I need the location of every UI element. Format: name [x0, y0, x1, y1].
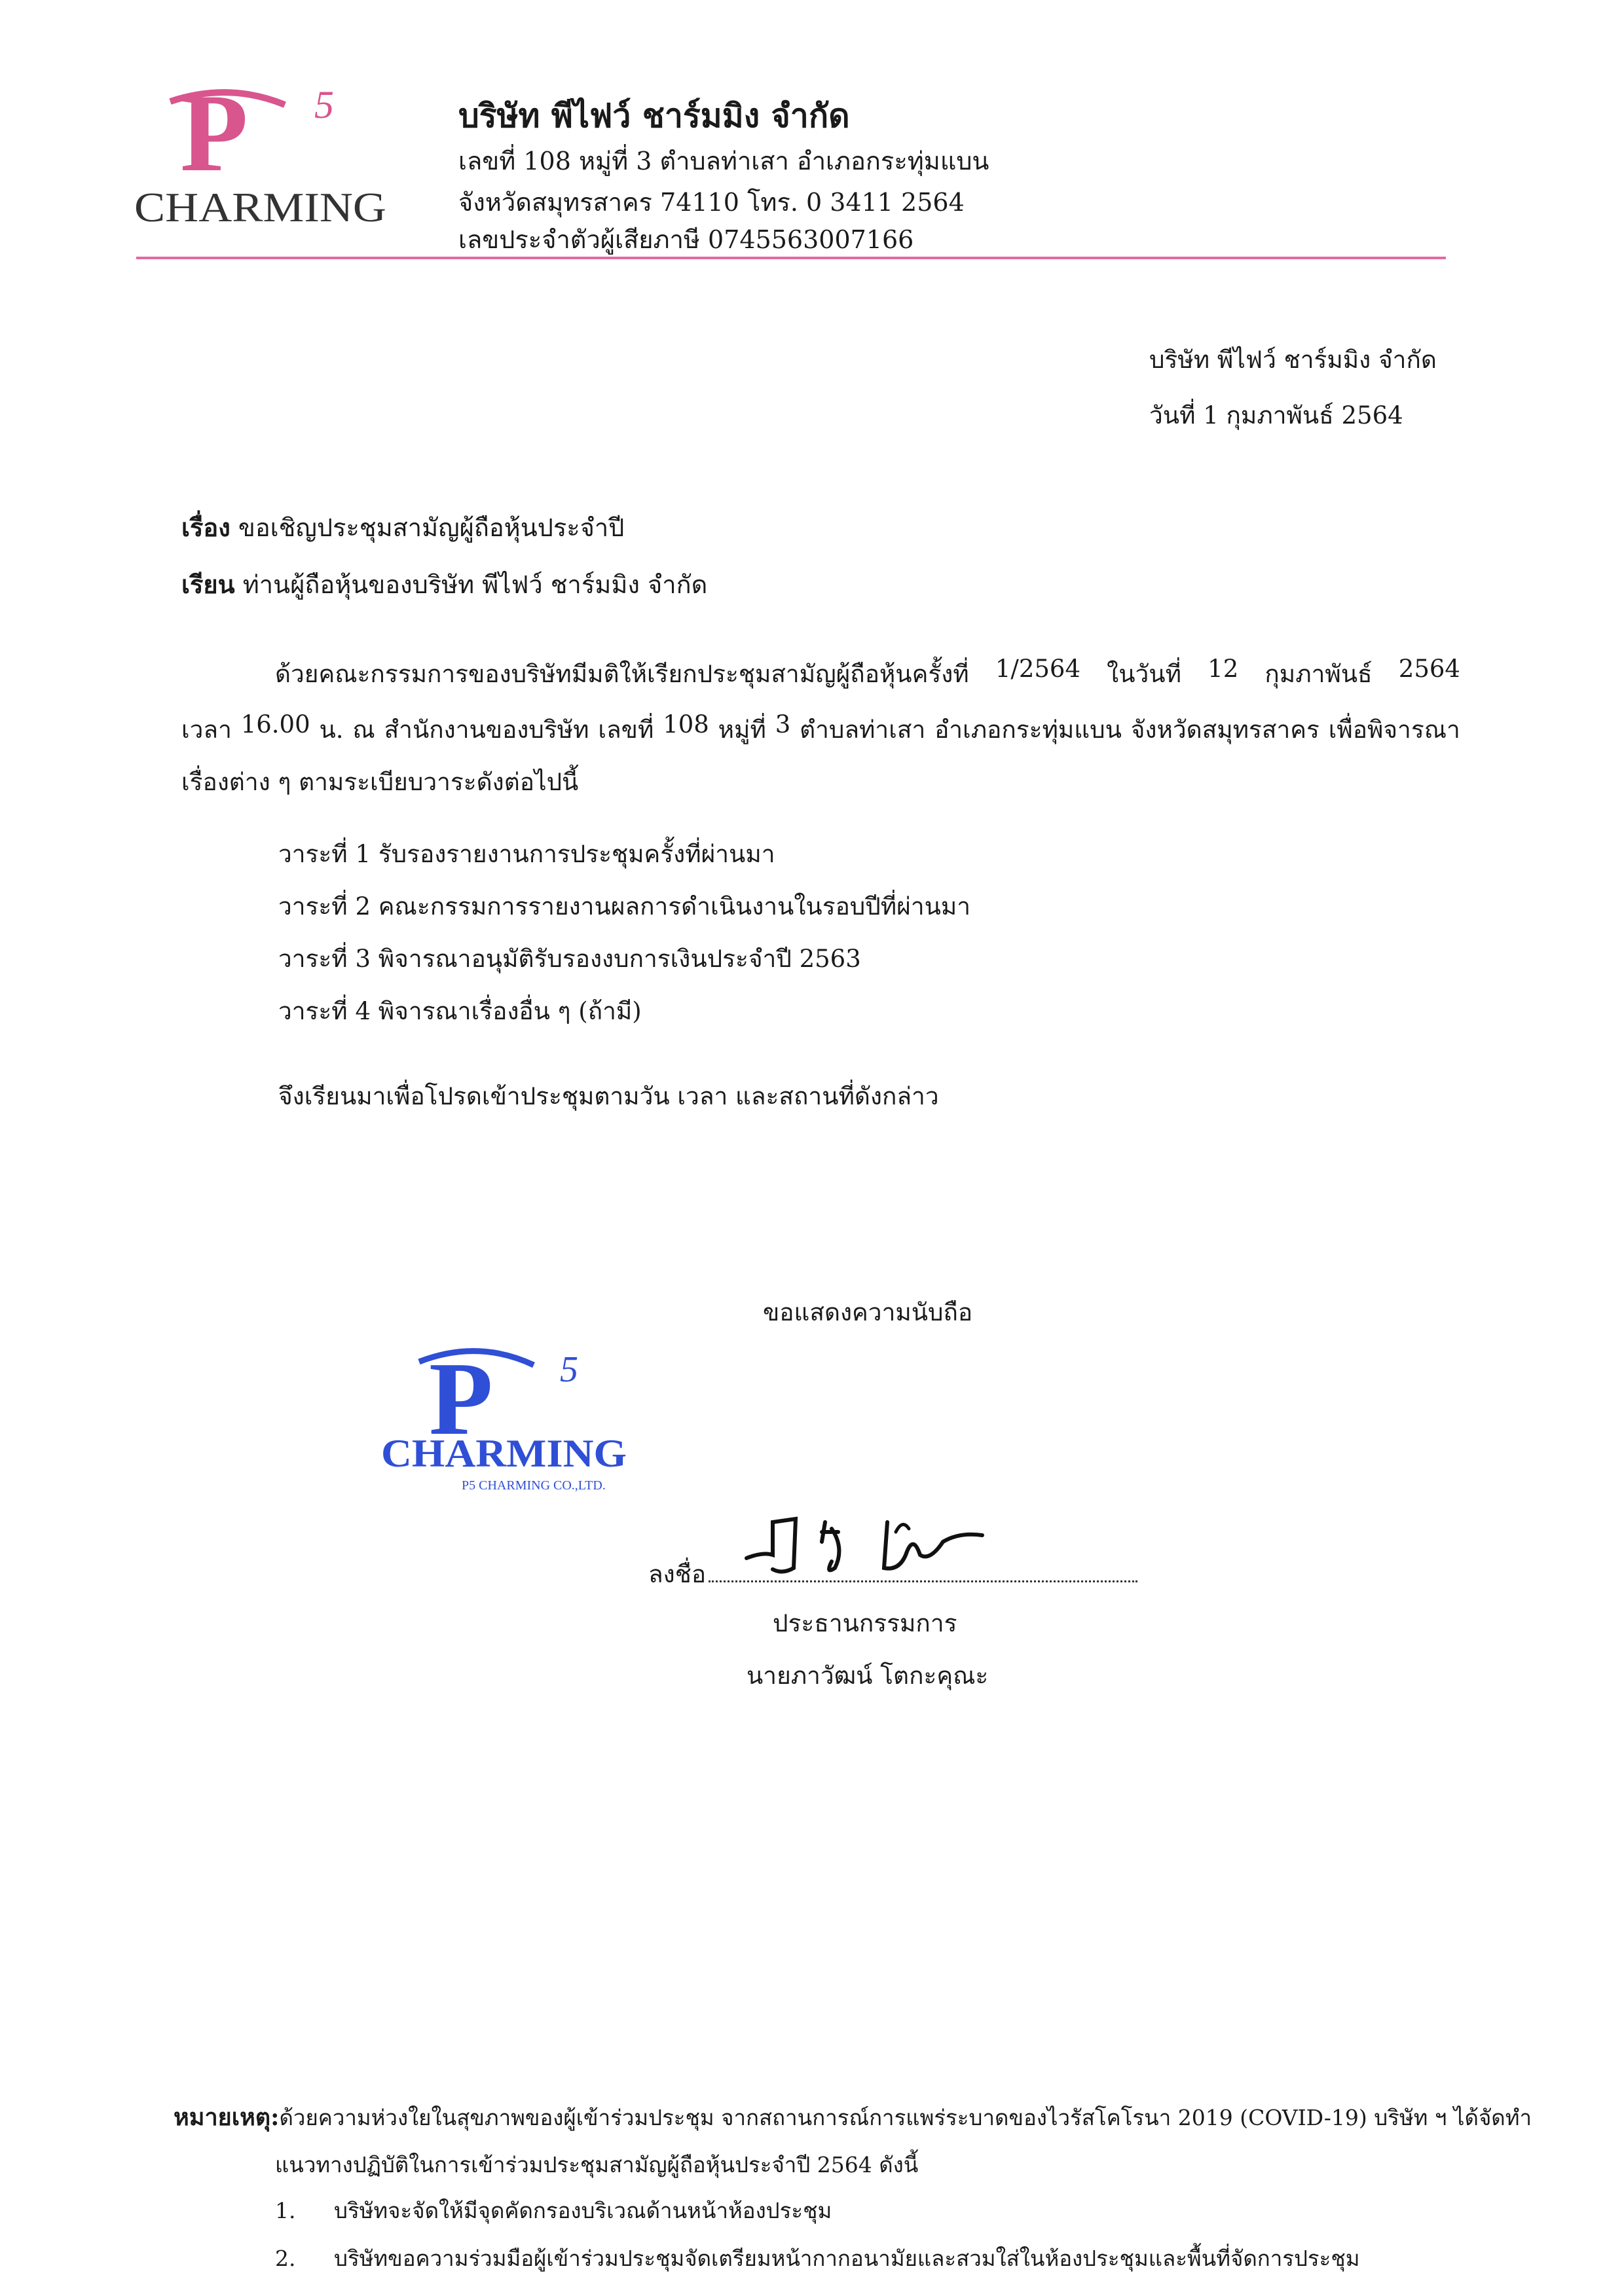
note-list-item: [275, 2241, 1360, 2276]
closing-sentence: จึงเรียนมาเพื่อโปรดเข้าประชุมตามวัน เวลา และสถานที่ดังกล่าว: [278, 1082, 939, 1110]
body-word: น.: [319, 716, 344, 744]
stamp-superscript: 5: [560, 1349, 578, 1390]
body-line-1: [275, 655, 1460, 693]
tax-id-line: เลขประจำตัวผู้เสียภาษี 0745563007166: [458, 225, 914, 254]
subject-line: [181, 507, 624, 547]
body-word: กุมภาพันธ์: [1264, 660, 1373, 688]
body-word: ในวันที่: [1107, 660, 1181, 688]
note-list-item: [275, 2193, 832, 2228]
body-word: อำเภอกระทุ่มแบน: [934, 716, 1122, 744]
body-word: จังหวัดสมุทรสาคร: [1130, 716, 1320, 744]
company-stamp: [373, 1336, 635, 1499]
body-line-3: เรื่องต่าง ๆ ตามระเบียบวาระดังต่อไปนี้: [181, 768, 579, 796]
company-name: บริษัท พีไฟว์ ชาร์มมิง จำกัด: [458, 96, 850, 135]
signer-name: นายภาวัฒน์ โตกะคุณะ: [747, 1662, 989, 1690]
addressee-line: [181, 564, 707, 604]
body-word: 3: [775, 710, 791, 738]
logo-word: CHARMING: [134, 184, 386, 229]
logo-superscript: 5: [314, 83, 334, 126]
company-logo: [131, 79, 393, 229]
addressee-text: ท่านผู้ถือหุ้นของบริษัท พีไฟว์ ชาร์มมิง จำกัด: [242, 570, 708, 599]
body-word: 16.00: [240, 710, 310, 738]
header-divider: [136, 257, 1446, 259]
letter-date: วันที่ 1 กุมภาพันธ์ 2564: [1149, 401, 1403, 429]
body-word: 1/2564: [995, 655, 1081, 683]
agenda-item: วาระที่ 3 พิจารณาอนุมัติรับรองงบการเงินประจำปี 2563: [278, 945, 861, 973]
body-word: เวลา: [181, 716, 232, 744]
handwritten-signature: [733, 1496, 1008, 1594]
body-word: ตำบลท่าเสา: [800, 716, 926, 744]
note-label: หมายเหตุ:: [174, 2104, 280, 2131]
note-item-number: 2.: [275, 2246, 296, 2271]
body-word: เพื่อพิจารณา: [1328, 716, 1460, 744]
note-line-1: [174, 2098, 1532, 2136]
body-word: ด้วยคณะกรรมการของบริษัทมีมติให้เรียกประชุมสามัญผู้ถือหุ้นครั้งที่: [275, 660, 969, 688]
address-line-1: เลขที่ 108 หมู่ที่ 3 ตำบลท่าเสา อำเภอกระทุ่มแบน: [458, 147, 989, 175]
stamp-mark: P: [429, 1340, 493, 1457]
body-line-2: [181, 710, 1460, 749]
body-word: 108: [663, 710, 709, 738]
address-line-2: จังหวัดสมุทรสาคร 74110 โทร. 0 3411 2564: [458, 188, 965, 217]
agenda-item: วาระที่ 4 พิจารณาเรื่องอื่น ๆ (ถ้ามี): [278, 997, 642, 1025]
regards: ขอแสดงความนับถือ: [763, 1298, 973, 1326]
addressee-label: เรียน: [181, 570, 235, 599]
sender-company: บริษัท พีไฟว์ ชาร์มมิง จำกัด: [1149, 346, 1437, 374]
stamp-word: CHARMING: [381, 1432, 627, 1475]
note-line-2: แนวทางปฏิบัติในการเข้าร่วมประชุมสามัญผู้ถือหุ้นประจำปี 2564 ดังนี้: [275, 2152, 919, 2178]
signature-label: ลงชื่อ: [648, 1560, 707, 1588]
body-word: สำนักงานของบริษัท: [384, 716, 589, 744]
note-item-text: บริษัทจะจัดให้มีจุดคัดกรองบริเวณด้านหน้าห้องประชุม: [334, 2198, 832, 2223]
body-word: หมู่ที่: [718, 716, 766, 744]
stamp-subtext: P5 CHARMING CO.,LTD.: [462, 1478, 606, 1493]
agenda-item: วาระที่ 1 รับรองรายงานการประชุมครั้งที่ผ่านมา: [278, 840, 775, 868]
logo-mark: P: [180, 79, 248, 194]
subject-label: เรื่อง: [181, 513, 231, 542]
body-word: ณ: [352, 716, 375, 744]
note-item-number: 1.: [275, 2198, 296, 2223]
signer-title: ประธานกรรมการ: [773, 1609, 957, 1637]
note-item-text: บริษัทขอความร่วมมือผู้เข้าร่วมประชุมจัดเตรียมหน้ากากอนามัยและสวมใส่ในห้องประชุมและพื้นที่จัดการประชุม: [334, 2246, 1360, 2271]
body-word: 12: [1208, 655, 1239, 683]
subject-text: ขอเชิญประชุมสามัญผู้ถือหุ้นประจำปี: [238, 513, 625, 542]
body-word: 2564: [1398, 655, 1460, 683]
agenda-item: วาระที่ 2 คณะกรรมการรายงานผลการดำเนินงานในรอบปีที่ผ่านมา: [278, 892, 971, 920]
note-text-1: ด้วยความห่วงใยในสุขภาพของผู้เข้าร่วมประชุม จากสถานการณ์การแพร่ระบาดของไวรัสโคโรนา 2019 (COVID-19) บริษัท ฯ ได้จัดทำ: [279, 2105, 1532, 2130]
body-word: เลขที่: [598, 716, 654, 744]
